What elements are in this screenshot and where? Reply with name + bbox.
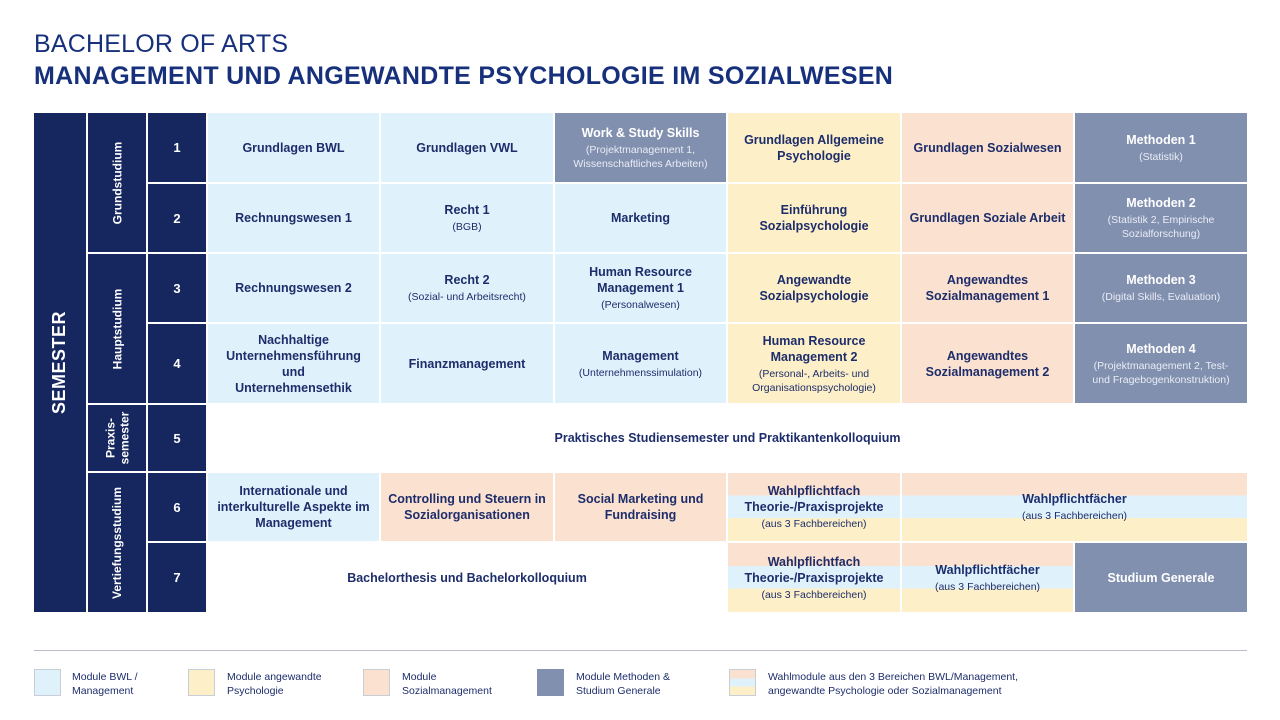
module-angewandtes-sozialmanagement-1: Angewandtes Sozialmanagement 1 [902, 254, 1073, 322]
legend-swatch-psychologie [188, 669, 215, 696]
module-einfuehrung-sozialpsychologie: Einführung Sozialpsychologie [728, 184, 900, 252]
module-work-study-skills: Work & Study Skills (Projektmanagement 1, Wissenschaftliches Arbeiten) [555, 113, 726, 182]
module-angewandtes-sozialmanagement-2: Angewandtes Sozialmanagement 2 [902, 324, 1073, 403]
module-nachhaltige-unternehmensfuehrung: Nachhaltige Unternehmensführung und Unternehmensethik [208, 324, 379, 403]
legend-swatch-bwl [34, 669, 61, 696]
module-controlling-steuern: Controlling und Steuern in Sozialorganisationen [381, 473, 553, 541]
module-social-marketing: Social Marketing und Fundraising [555, 473, 726, 541]
module-methoden-3: Methoden 3 (Digital Skills, Evaluation) [1075, 254, 1247, 322]
module-internationale-aspekte: Internationale und interkulturelle Aspekte im Management [208, 473, 379, 541]
module-rechnungswesen-1: Rechnungswesen 1 [208, 184, 379, 252]
module-marketing: Marketing [555, 184, 726, 252]
module-hrm-1: Human Resource Management 1 (Personalwesen) [555, 254, 726, 322]
legend-label-methoden: Module Methoden & Studium Generale [576, 671, 670, 697]
semester-number-2: 2 [148, 184, 206, 252]
legend-label-wahlmodule: Wahlmodule aus den 3 Bereichen BWL/Management, angewandte Psychologie oder Sozialmanagement [768, 671, 1019, 697]
module-grundlagen-allgemeine-psychologie: Grundlagen Allgemeine Psychologie [728, 113, 900, 182]
legend-swatch-methoden [537, 669, 564, 696]
module-recht-1: Recht 1 (BGB) [381, 184, 553, 252]
semester-number-1: 1 [148, 113, 206, 182]
module-grundlagen-soziale-arbeit: Grundlagen Soziale Arbeit [902, 184, 1073, 252]
module-methoden-1: Methoden 1 (Statistik) [1075, 113, 1247, 182]
module-recht-2: Recht 2 (Sozial- und Arbeitsrecht) [381, 254, 553, 322]
semester-number-7: 7 [148, 543, 206, 612]
phase-grundstudium: Grundstudium [88, 113, 146, 252]
module-wahlpflichtfaecher-s6: Wahlpflichtfächer (aus 3 Fachbereichen) [902, 473, 1247, 541]
phase-vertiefungsstudium: Vertiefungsstudium [88, 473, 146, 612]
module-studium-generale: Studium Generale [1075, 543, 1247, 612]
module-methoden-2: Methoden 2 (Statistik 2, Empirische Sozialforschung) [1075, 184, 1247, 252]
semester-number-6: 6 [148, 473, 206, 541]
module-wahlpflichtfaecher-s7: Wahlpflichtfächer (aus 3 Fachbereichen) [902, 543, 1073, 612]
module-grundlagen-bwl: Grundlagen BWL [208, 113, 379, 182]
module-wahlpflichtfach-s6: Wahlpflichtfach Theorie-/Praxisprojekte (aus 3 Fachbereichen) [728, 473, 900, 541]
module-grundlagen-sozialwesen: Grundlagen Sozialwesen [902, 113, 1073, 182]
module-bachelorthesis: Bachelorthesis und Bachelorkolloquium [208, 543, 726, 612]
module-rechnungswesen-2: Rechnungswesen 2 [208, 254, 379, 322]
module-finanzmanagement: Finanzmanagement [381, 324, 553, 403]
legend-swatch-wahlmodule [729, 669, 756, 696]
legend-label-psychologie: Module angewandte Psychologie [227, 671, 322, 697]
legend-swatch-sozialmanagement [363, 669, 390, 696]
page-title-degree: BACHELOR OF ARTS [34, 30, 289, 58]
legend-divider [34, 650, 1247, 651]
legend-label-sozialmanagement: Module Sozialmanagement [402, 671, 492, 697]
semester-axis-label: SEMESTER [34, 113, 86, 612]
page-title-program: MANAGEMENT UND ANGEWANDTE PSYCHOLOGIE IM SOZIALWESEN [34, 62, 894, 90]
semester-number-4: 4 [148, 324, 206, 403]
module-angewandte-sozialpsychologie: Angewandte Sozialpsychologie [728, 254, 900, 322]
semester-number-5: 5 [148, 405, 206, 471]
semester-number-3: 3 [148, 254, 206, 322]
legend-label-bwl: Module BWL / Management [72, 671, 138, 697]
module-praktisches-studiensemester: Praktisches Studiensemester und Praktikantenkolloquium [208, 405, 1247, 471]
module-hrm-2: Human Resource Management 2 (Personal-, Arbeits- und Organisationspsychologie) [728, 324, 900, 403]
phase-hauptstudium: Hauptstudium [88, 254, 146, 403]
module-wahlpflichtfach-s7: Wahlpflichtfach Theorie-/Praxisprojekte (aus 3 Fachbereichen) [728, 543, 900, 612]
module-methoden-4: Methoden 4 (Projektmanagement 2, Test- und Fragebogenkonstruktion) [1075, 324, 1247, 403]
module-management: Management (Unternehmenssimulation) [555, 324, 726, 403]
phase-praxissemester: Praxis- semester [88, 405, 146, 471]
module-grundlagen-vwl: Grundlagen VWL [381, 113, 553, 182]
